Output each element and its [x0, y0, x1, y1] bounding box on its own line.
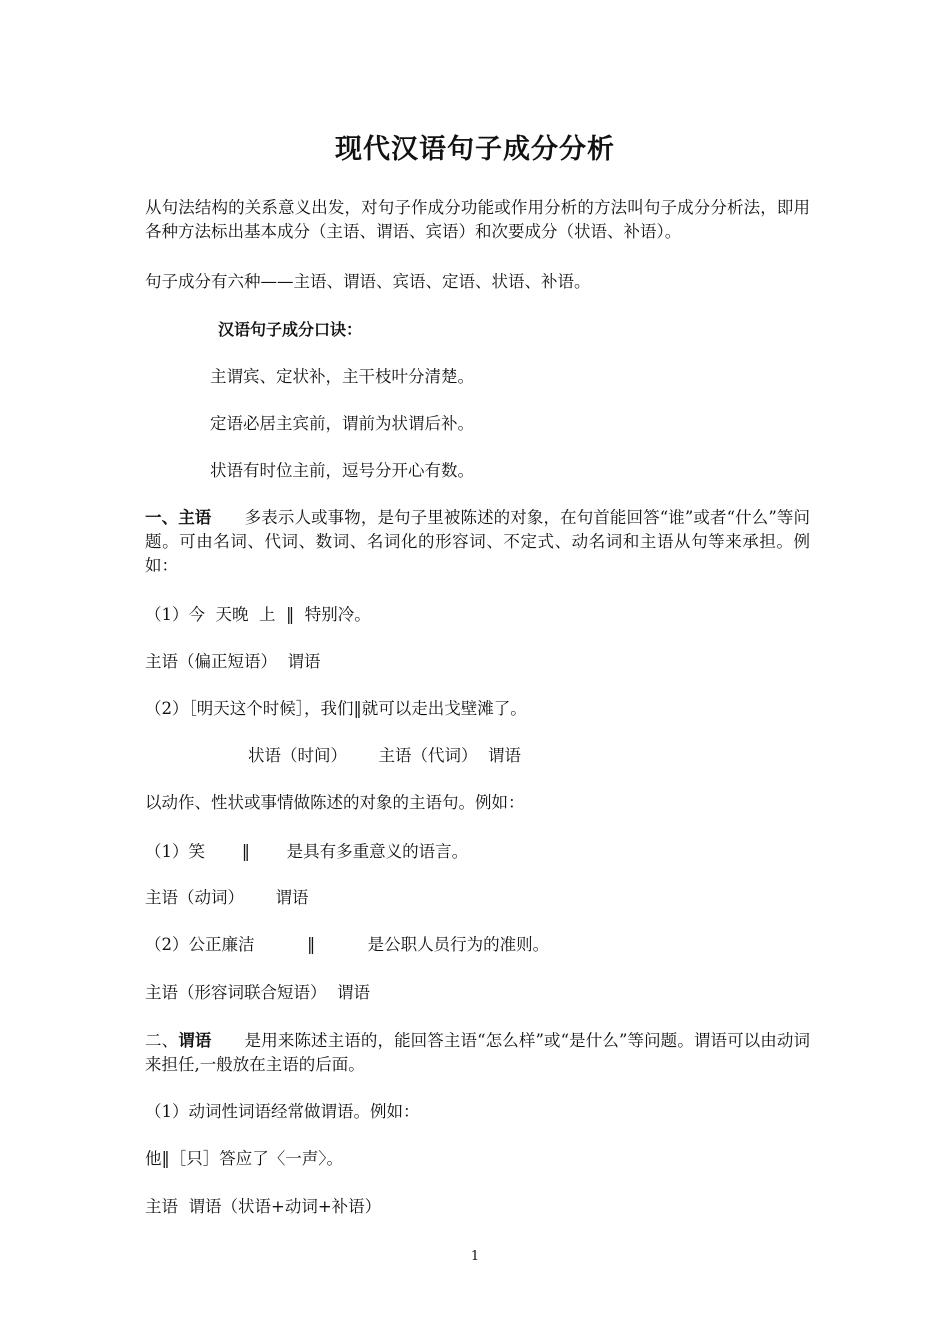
predicate-label: 谓语 — [178, 1031, 212, 1050]
predicate-sub-1: （1）动词性词语经常做谓语。例如： — [145, 1102, 420, 1121]
predicate-label-prefix: 二、 — [145, 1031, 179, 1050]
predicate-description: 是用来陈述主语的，能回答主语“怎么样”或“是什么”等问题。谓语可以由动词来担任,一般放在主语的后面。 — [145, 1031, 811, 1074]
intro-paragraph: 从句法结构的关系意义出发，对句子作成分功能或作用分析的方法叫句子成分分析法，即用各种方法标出基本成分（主语、谓语、宾语）和次要成分（状语、补语）。 — [145, 198, 810, 241]
page-title: 现代汉语句子成分分析 — [335, 134, 615, 165]
predicate-example-1: 他‖［只］答应了〈一声〉。 — [145, 1149, 343, 1168]
page-number: 1 — [470, 1249, 480, 1264]
subject-example-3-note: 主语（动词） 谓语 — [145, 888, 309, 907]
action-subject-intro: 以动作、性状或事情做陈述的对象的主语句。例如： — [145, 793, 525, 812]
subject-example-2-note: 状语（时间） 主语（代词） 谓语 — [248, 746, 521, 765]
subject-example-3: （1）笑 ‖ 是具有多重意义的语言。 — [145, 842, 469, 861]
predicate-example-1-note: 主语 谓语（状语+动词+补语） — [145, 1197, 382, 1216]
mnemonic-heading: 汉语句子成分口诀： — [218, 320, 363, 339]
predicate-paragraph — [145, 1029, 810, 1077]
mnemonic-line-1: 主谓宾、定状补，主干枝叶分清楚。 — [210, 367, 474, 386]
subject-description: 多表示人或事物，是句子里被陈述的对象，在句首能回答“谁”或者“什么”等问题。可由名词、代词、数词、名词化的形容词、不定式、动名词和主语从句等来承担。例如： — [145, 508, 810, 575]
subject-example-1-note: 主语（偏正短语） 谓语 — [145, 652, 321, 671]
mnemonic-line-2: 定语必居主宾前，谓前为状谓后补。 — [210, 414, 474, 433]
subject-label: 一、主语 — [145, 508, 212, 527]
subject-example-2: （2）［明天这个时候］，我们‖就可以走出戈壁滩了。 — [145, 699, 527, 718]
six-kinds-paragraph: 句子成分有六种——主语、谓语、宾语、定语、状语、补语。 — [145, 272, 591, 291]
mnemonic-line-3: 状语有时位主前，逗号分开心有数。 — [210, 461, 474, 480]
subject-paragraph — [145, 506, 810, 578]
subject-example-1: （1）今 天晚 上 ‖ 特别冷。 — [145, 605, 371, 624]
subject-example-4: （2）公正廉洁 ‖ 是公职人员行为的准则。 — [145, 935, 550, 954]
subject-example-4-note: 主语（形容词联合短语） 谓语 — [145, 983, 370, 1002]
